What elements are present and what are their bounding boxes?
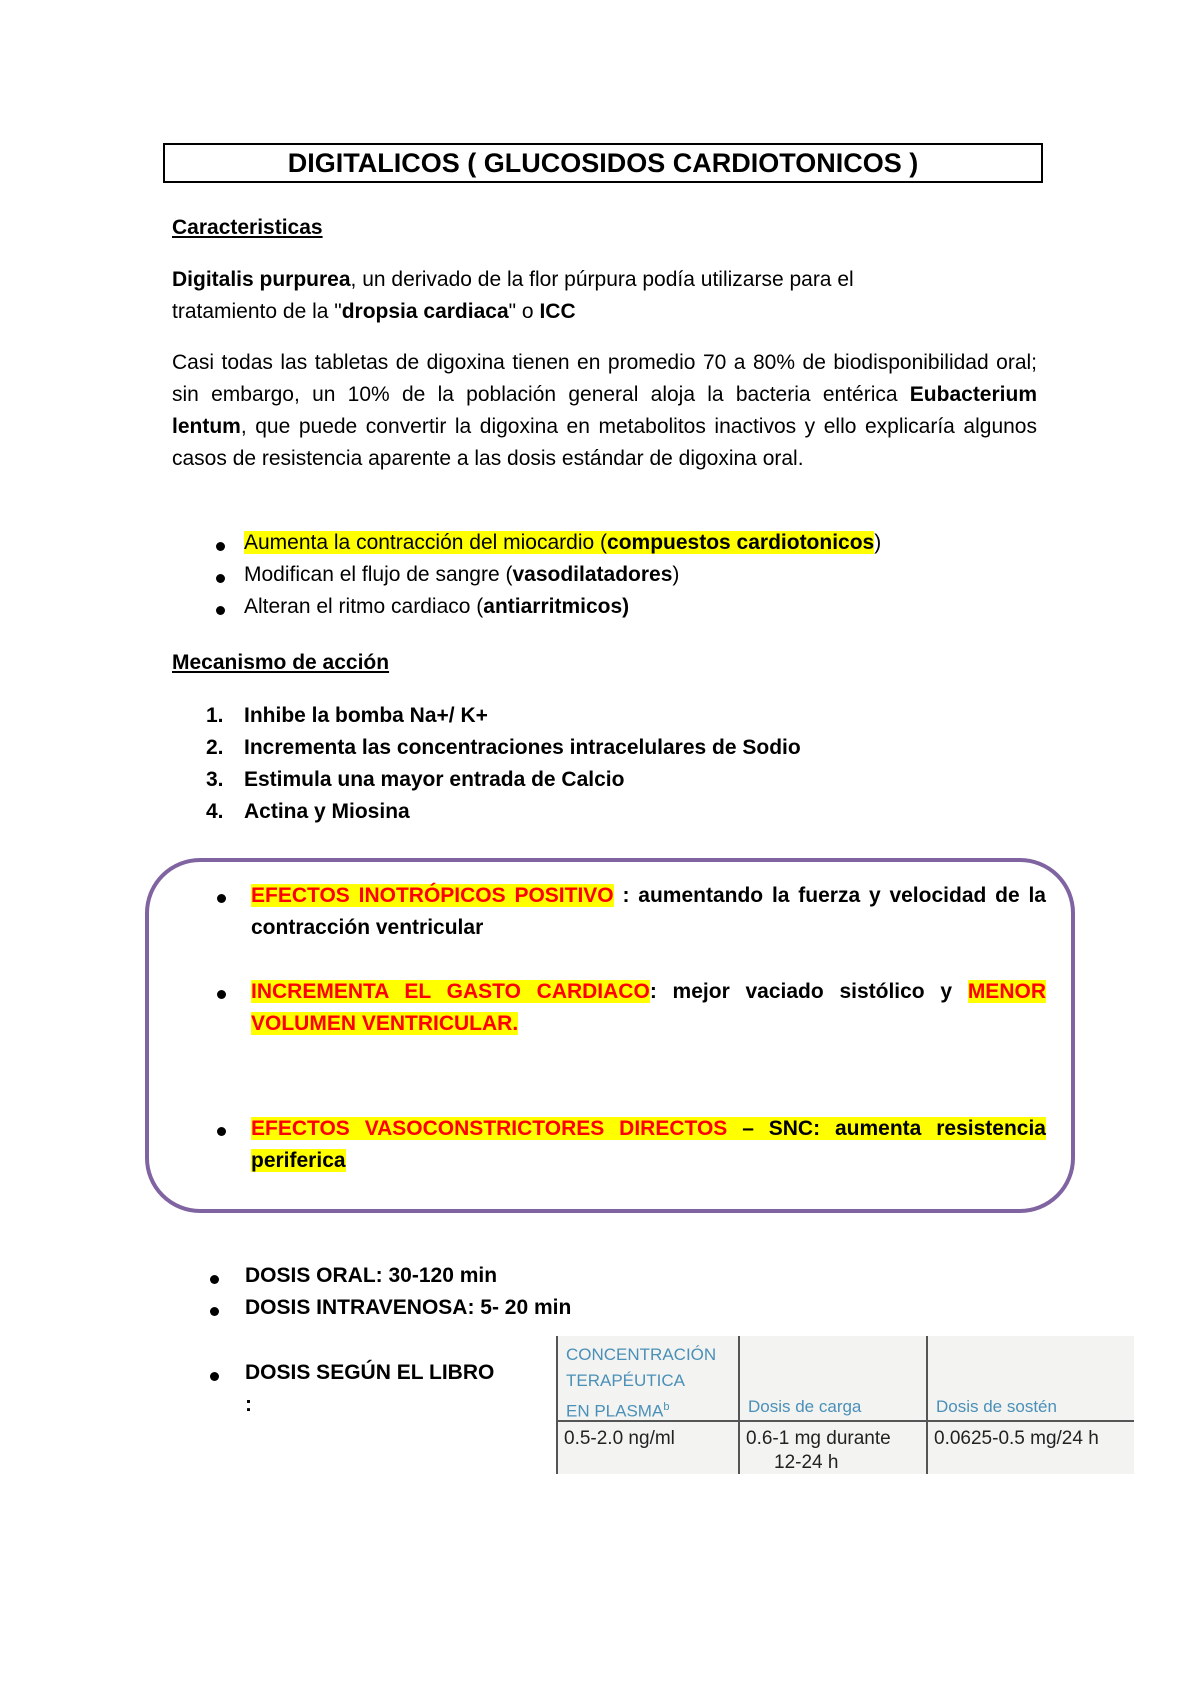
list-item: Inhibe la bomba Na+/ K+ bbox=[244, 704, 488, 727]
term-icc: ICC bbox=[539, 300, 576, 323]
dosis-intravenosa: DOSIS INTRAVENOSA: 5- 20 min bbox=[245, 1296, 572, 1319]
table-cell-concentracion: 0.5-2.0 ng/ml bbox=[564, 1428, 675, 1449]
table-cell-carga-2: 12-24 h bbox=[774, 1452, 839, 1473]
bullet-dot bbox=[210, 1275, 219, 1284]
list-number: 1. bbox=[206, 704, 224, 727]
paragraph-biodisponibilidad: Casi todas las tabletas de digoxina tienen en promedio 70 a 80% de biodisponibilidad oral; sin embargo, un 10% de la población general aloja la bacteria entérica Eubacterium lentum, que puede convertir la digoxina en metabolitos inactivos y ello explicaría algunos casos de resistencia aparente a las dosis estándar de digoxina oral. bbox=[172, 351, 1037, 470]
bullet-dot bbox=[210, 1372, 219, 1381]
table-cell-sosten: 0.0625-0.5 mg/24 h bbox=[934, 1428, 1099, 1449]
section-heading-mecanismo: Mecanismo de acción bbox=[172, 651, 390, 674]
list-item: Actina y Miosina bbox=[244, 800, 410, 823]
list-number: 3. bbox=[206, 768, 224, 791]
bullet-dot bbox=[216, 606, 225, 615]
effect-gasto-cardiaco: INCREMENTA EL GASTO CARDIACO: mejor vaciado sistólico y MENOR VOLUMEN VENTRICULAR. bbox=[251, 980, 1046, 1035]
bullet-item-aumenta: Aumenta la contracción del miocardio (compuestos cardiotonicos) bbox=[244, 531, 882, 554]
list-number: 2. bbox=[206, 736, 224, 759]
dosage-table bbox=[556, 1336, 1134, 1474]
page-title: DIGITALICOS ( GLUCOSIDOS CARDIOTONICOS ) bbox=[163, 143, 1043, 183]
dosis-libro-colon: : bbox=[245, 1393, 252, 1416]
table-header-carga: Dosis de carga bbox=[748, 1397, 862, 1416]
table-cell-carga-1: 0.6-1 mg durante bbox=[746, 1428, 891, 1449]
bullet-item-modifican: Modifican el flujo de sangre (vasodilatadores) bbox=[244, 563, 680, 586]
table-header-sosten: Dosis de sostén bbox=[936, 1397, 1057, 1416]
list-item: Estimula una mayor entrada de Calcio bbox=[244, 768, 625, 791]
effect-vasoconstrictores: EFECTOS VASOCONSTRICTORES DIRECTOS – SNC: aumenta resistencia periferica bbox=[251, 1117, 1046, 1172]
bullet-dot bbox=[216, 574, 225, 583]
term-eubacterium: Eubacterium lentum bbox=[172, 383, 1037, 438]
bullet-dot bbox=[210, 1307, 219, 1316]
dosis-libro: DOSIS SEGÚN EL LIBRO bbox=[245, 1361, 495, 1384]
paragraph-digitalis: Digitalis purpurea, un derivado de la flor púrpura podía utilizarse para el tratamiento de la "dropsia cardiaca" o ICC bbox=[172, 268, 854, 323]
list-item: Incrementa las concentraciones intracelulares de Sodio bbox=[244, 736, 801, 759]
bullet-dot bbox=[216, 542, 225, 551]
table-border bbox=[738, 1336, 740, 1474]
term-digitalis: Digitalis purpurea bbox=[172, 268, 351, 291]
term-dropsia: dropsia cardiaca bbox=[341, 300, 509, 323]
table-border bbox=[926, 1336, 928, 1474]
bullet-dot bbox=[217, 894, 226, 903]
bullet-dot bbox=[217, 990, 226, 999]
effect-inotropicos: EFECTOS INOTRÓPICOS POSITIVO : aumentando la fuerza y velocidad de la contracción ventricular bbox=[251, 884, 1046, 939]
table-header-concentracion: CONCENTRACIÓN TERAPÉUTICA EN PLASMA$^b$ bbox=[566, 1345, 717, 1421]
bullet-dot bbox=[217, 1127, 226, 1136]
dosis-oral: DOSIS ORAL: 30-120 min bbox=[245, 1264, 498, 1287]
list-number: 4. bbox=[206, 800, 224, 823]
table-border bbox=[556, 1336, 558, 1474]
section-heading-caracteristicas: Caracteristicas bbox=[172, 216, 323, 239]
bullet-item-alteran: Alteran el ritmo cardiaco (antiarritmicos) bbox=[244, 595, 630, 618]
